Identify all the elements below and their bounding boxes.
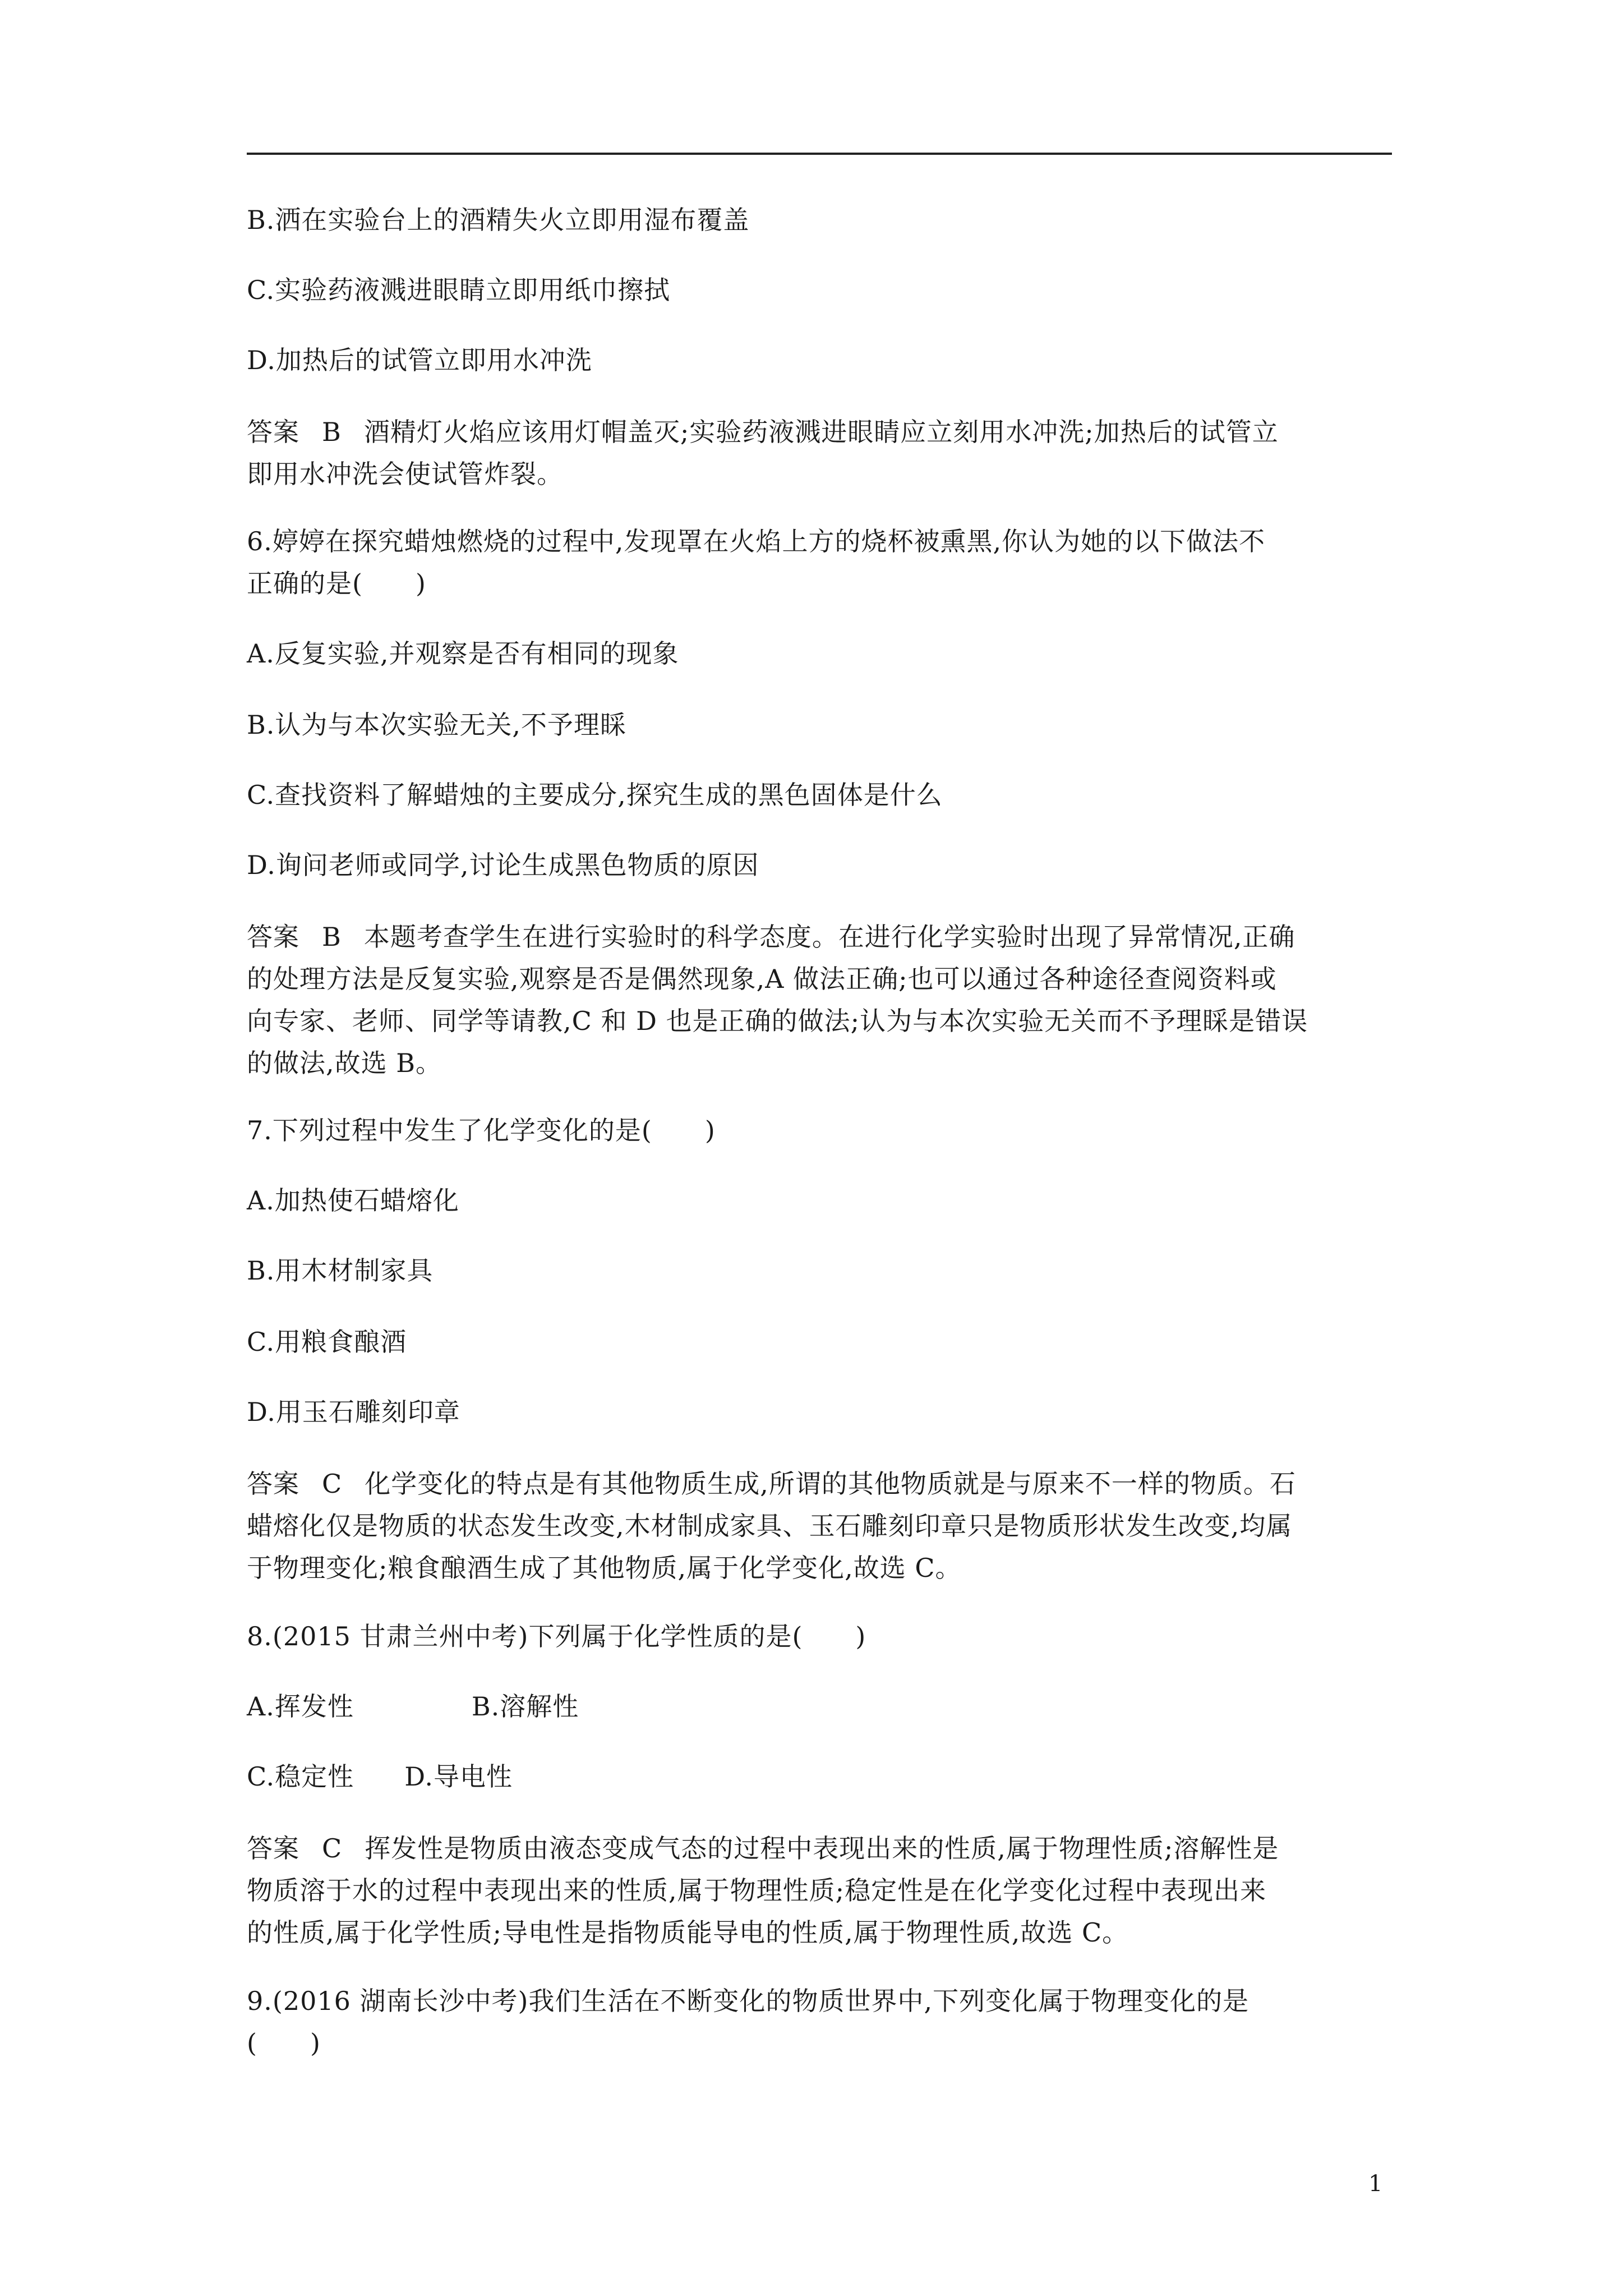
answer-key: C [322,1469,343,1499]
q5-option-b: B.洒在实验台上的酒精失火立即用湿布覆盖 [247,205,750,235]
q6-stem-line-1: 6.婷婷在探究蜡烛燃烧的过程中,发现罩在火焰上方的烧杯被熏黑,你认为她的以下做法不 [247,526,1266,556]
q9-stem-line-2: ( ) [247,2028,321,2058]
q7-option-a: A.加热使石蜡熔化 [247,1185,459,1216]
answer-label: 答案 [247,1833,299,1864]
q8-answer-line-1 [247,1832,1279,1865]
q7-answer-line-1 [247,1467,1296,1501]
q7-stem: 7.下列过程中发生了化学变化的是( ) [247,1115,716,1145]
q8-option-d: D.导电性 [404,1761,513,1792]
q7-option-d: D.用玉石雕刻印章 [247,1397,460,1427]
q6-stem-line-2: 正确的是( ) [247,568,426,599]
q6-option-d: D.询问老师或同学,讨论生成黑色物质的原因 [247,850,759,880]
page-number: 1 [1368,2171,1383,2197]
q5-answer-line-1 [247,415,1279,449]
q7-answer-line-3: 于物理变化;粮食酿酒生成了其他物质,属于化学变化,故选 C。 [247,1553,962,1583]
q6-option-a: A.反复实验,并观察是否有相同的现象 [247,638,679,669]
q8-answer-line-3: 的性质,属于化学性质;导电性是指物质能导电的性质,属于物理性质,故选 C。 [247,1917,1129,1948]
q6-option-b: B.认为与本次实验无关,不予理睬 [247,710,627,740]
q8-option-c: C.稳定性 [247,1761,354,1792]
q6-answer-line-1 [247,920,1295,954]
answer-key: B [322,922,342,952]
q8-option-a: A.挥发性 [247,1691,354,1722]
answer-text: 酒精灯火焰应该用灯帽盖灭;实验药液溅进眼睛应立刻用水冲洗;加热后的试管立 [363,417,1279,447]
header-rule [247,153,1392,155]
q5-option-c: C.实验药液溅进眼睛立即用纸巾擦拭 [247,275,671,305]
q8-option-b: B.溶解性 [471,1691,579,1722]
q6-option-c: C.查找资料了解蜡烛的主要成分,探究生成的黑色固体是什么 [247,780,943,810]
answer-label: 答案 [247,417,299,447]
q8-options-row-1 [247,1690,579,1723]
q7-answer-line-2: 蜡熔化仅是物质的状态发生改变,木材制成家具、玉石雕刻印章只是物质形状发生改变,均属 [247,1511,1293,1541]
q5-option-d: D.加热后的试管立即用水冲洗 [247,345,592,375]
answer-text: 本题考查学生在进行实验时的科学态度。在进行化学实验时出现了异常情况,正确 [363,922,1295,952]
q7-option-b: B.用木材制家具 [247,1255,434,1286]
answer-text: 挥发性是物质由液态变成气态的过程中表现出来的性质,属于物理性质;溶解性是 [365,1833,1279,1864]
q6-answer-line-4: 的做法,故选 B。 [247,1048,442,1078]
q8-options-row-2 [247,1760,513,1793]
q8-stem: 8.(2015 甘肃兰州中考)下列属于化学性质的是( ) [247,1621,866,1651]
answer-text: 化学变化的特点是有其他物质生成,所谓的其他物质就是与原来不一样的物质。石 [365,1469,1296,1499]
answer-key: B [322,417,342,447]
answer-label: 答案 [247,922,299,952]
q6-answer-line-2: 的处理方法是反复实验,观察是否是偶然现象,A 做法正确;也可以通过各种途径查阅资料或 [247,964,1277,994]
answer-key: C [322,1833,343,1864]
q9-stem-line-1: 9.(2016 湖南长沙中考)我们生活在不断变化的物质世界中,下列变化属于物理变化的是 [247,1986,1249,2016]
answer-label: 答案 [247,1469,299,1499]
q8-answer-line-2: 物质溶于水的过程中表现出来的性质,属于物理性质;稳定性是在化学变化过程中表现出来 [247,1875,1267,1906]
q7-option-c: C.用粮食酿酒 [247,1327,407,1357]
q6-answer-line-3: 向专家、老师、同学等请教,C 和 D 也是正确的做法;认为与本次实验无关而不予理睬是错误 [247,1006,1308,1036]
q5-answer-line-2: 即用水冲洗会使试管炸裂。 [247,459,563,489]
